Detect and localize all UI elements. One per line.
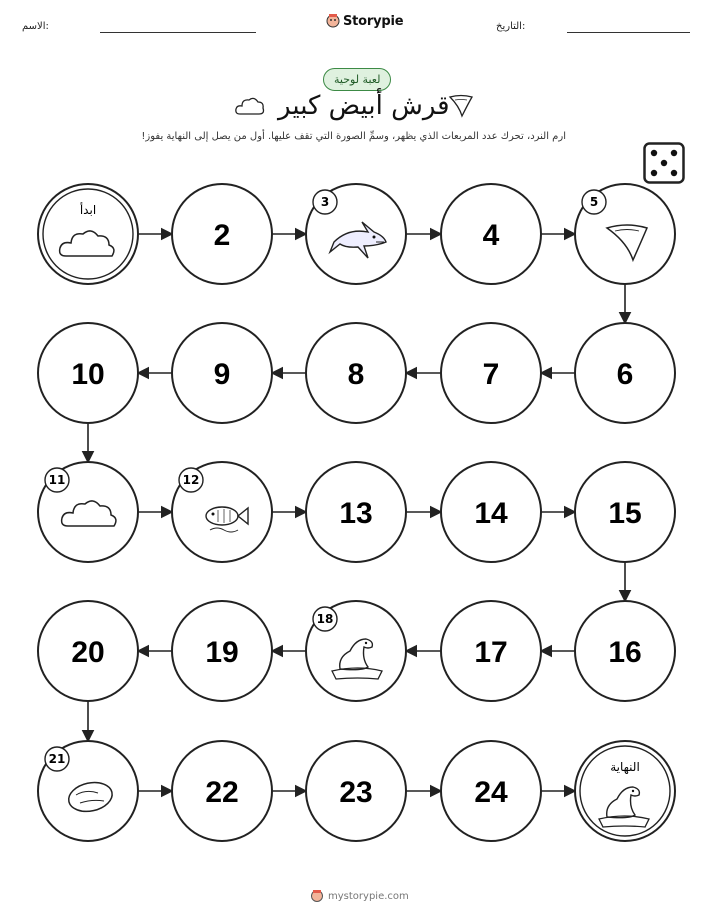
square-number: 10 — [71, 358, 105, 391]
square-number: 14 — [474, 497, 508, 530]
mascot-icon — [310, 889, 324, 903]
board-square — [172, 601, 272, 701]
board-square — [306, 741, 406, 841]
board-square — [575, 323, 675, 423]
board-square — [306, 601, 406, 701]
footer — [310, 889, 409, 903]
instructions: ارم النرد، تحرك عدد المربعات الذي يظهر، وسمِّ الصورة التي تقف عليها. أول من يصل إلى النهاية يفوز! — [141, 131, 566, 142]
square-number: 15 — [608, 497, 642, 530]
end-label: النهاية — [610, 760, 640, 774]
square-number: 21 — [48, 752, 66, 766]
square-number: 9 — [213, 358, 231, 391]
board-square — [306, 323, 406, 423]
square-number: 20 — [71, 636, 105, 669]
name-label: الاسم: — [22, 21, 49, 32]
board-square — [441, 184, 541, 284]
date-label: التاريخ: — [496, 21, 526, 32]
board-square — [575, 184, 675, 284]
end-square — [575, 741, 675, 841]
start-label: ابدأ — [79, 203, 97, 217]
board-square — [575, 601, 675, 701]
board-square — [38, 741, 138, 841]
board-square — [172, 462, 272, 562]
square-number: 24 — [474, 776, 508, 809]
start-square — [38, 184, 138, 284]
board-square — [441, 462, 541, 562]
page-title: قرش أبيض كبير — [278, 91, 450, 121]
square-number: 7 — [482, 358, 500, 391]
board-square — [172, 323, 272, 423]
board-square — [306, 184, 406, 284]
square-number: 6 — [616, 358, 634, 391]
board-square — [172, 184, 272, 284]
square-number: 16 — [608, 636, 642, 669]
square-number: 5 — [589, 195, 599, 209]
brand-name: Storypie — [343, 13, 404, 29]
square-number: 17 — [474, 636, 508, 669]
board-square — [306, 462, 406, 562]
board-square — [575, 462, 675, 562]
square-number: 3 — [320, 195, 330, 209]
board-square — [441, 601, 541, 701]
square-number: 19 — [205, 636, 239, 669]
board-square — [441, 323, 541, 423]
board-square — [38, 323, 138, 423]
square-number: 23 — [339, 776, 373, 809]
footer-url: mystorypie.com — [328, 890, 409, 902]
square-number: 8 — [347, 358, 365, 391]
board-square — [38, 462, 138, 562]
square-number: 4 — [482, 219, 500, 252]
square-number: 11 — [48, 473, 66, 487]
square-number: 13 — [339, 497, 373, 530]
square-number: 22 — [205, 776, 239, 809]
square-number: 18 — [316, 612, 334, 626]
square-number: 12 — [182, 473, 200, 487]
board-square — [38, 601, 138, 701]
board-square — [172, 741, 272, 841]
square-number: 2 — [213, 219, 231, 252]
board-square — [441, 741, 541, 841]
game-type-badge: لعبة لوحية — [323, 68, 391, 91]
